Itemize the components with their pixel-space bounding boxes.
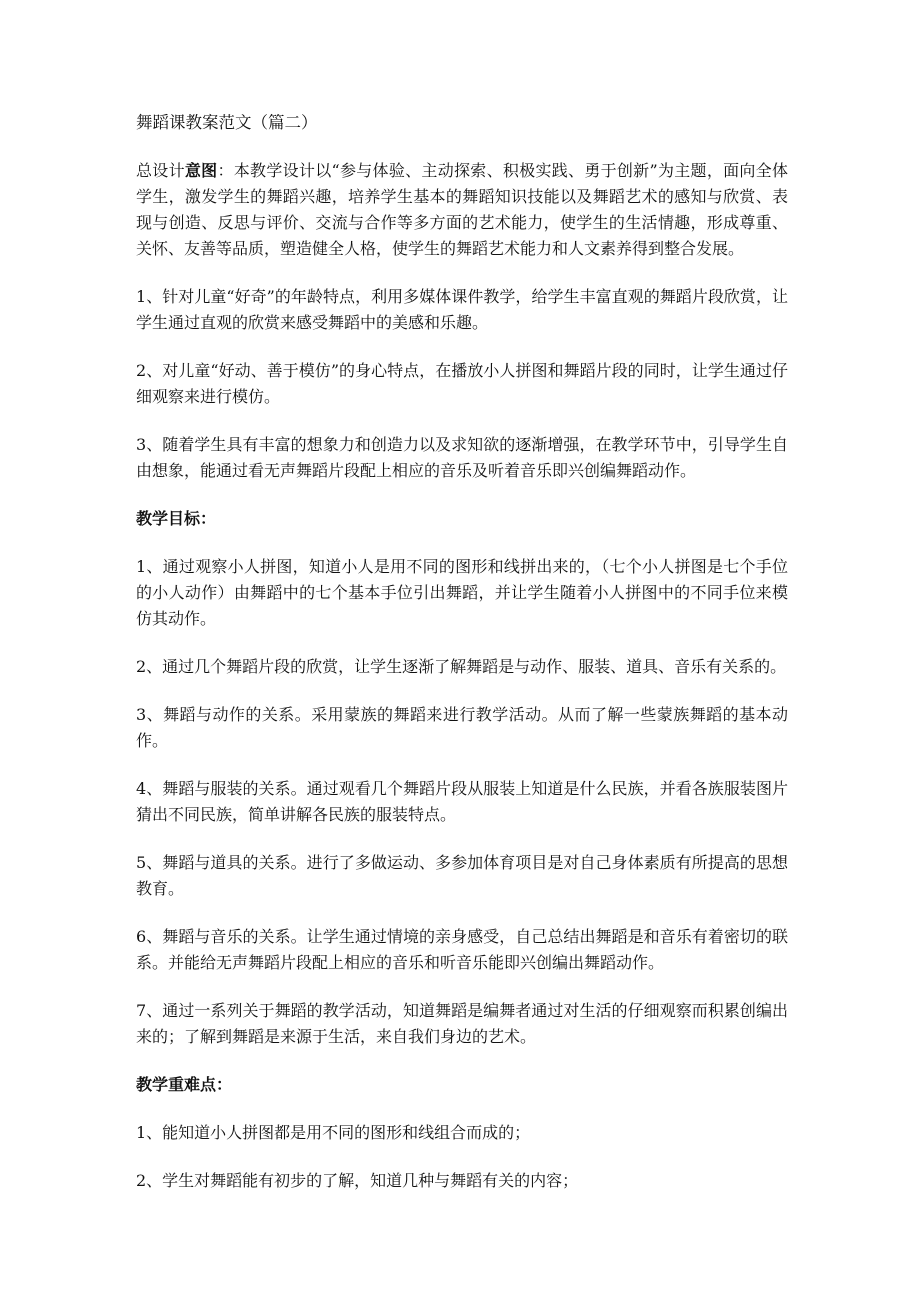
goal-item-6: 6、舞蹈与音乐的关系。让学生通过情境的亲身感受，自己总结出舞蹈是和音乐有着密切的联系。并能给无声舞蹈片段配上相应的音乐和听音乐能即兴创编出舞蹈动作。 [136,927,788,972]
intro-bold-label: 意图 [184,161,218,180]
intro-paragraph [136,158,788,262]
design-point-3: 3、随着学生具有丰富的想象力和创造力以及求知欲的逐渐增强，在教学环节中，引导学生自由想象，能通过看无声舞蹈片段配上相应的音乐及听着音乐即兴创编舞蹈动作。 [136,435,788,480]
difficulties-heading: 教学重难点： [136,1075,233,1094]
difficulty-item-1: 1、能知道小人拼图都是用不同的图形和线组合而成的； [136,1123,531,1142]
design-point-2: 2、对儿童“好动、善于模仿”的身心特点，在播放小人拼图和舞蹈片段的同时，让学生通过仔细观察来进行模仿。 [136,361,788,406]
goals-heading: 教学目标： [136,509,217,528]
intro-prefix: 总设计 [136,161,185,180]
intro-text: ：本教学设计以“参与体验、主动探索、积极实践、勇于创新”为主题，面向全体学生，激发学生的舞蹈兴趣，培养学生基本的舞蹈知识技能以及舞蹈艺术的感知与欣赏、表现与创造、反思与评价、交流与合作等多方面的艺术能力，使学生的生活情趣，形成尊重、关怀、友善等品质，塑造健全人格，使学生的舞蹈艺术能力和人文素养得到整合发展。 [136,161,788,258]
goal-item-2: 2、通过几个舞蹈片段的欣赏，让学生逐渐了解舞蹈是与动作、服装、道具、音乐有关系的。 [136,657,787,676]
goal-item-1: 1、通过观察小人拼图，知道小人是用不同的图形和线拼出来的，（七个小人拼图是七个手位的小人动作）由舞蹈中的七个基本手位引出舞蹈，并让学生随着小人拼图中的不同手位来模仿其动作。 [136,557,788,628]
goal-item-4: 4、舞蹈与服装的关系。通过观看几个舞蹈片段从服装上知道是什么民族，并看各族服装图片猜出不同民族，简单讲解各民族的服装特点。 [136,779,788,824]
goal-item-5: 5、舞蹈与道具的关系。进行了多做运动、多参加体育项目是对自己身体素质有所提高的思想教育。 [136,853,788,898]
goal-item-3: 3、舞蹈与动作的关系。采用蒙族的舞蹈来进行教学活动。从而了解一些蒙族舞蹈的基本动作。 [136,705,788,750]
difficulty-item-2: 2、学生对舞蹈能有初步的了解，知道几种与舞蹈有关的内容； [136,1171,579,1190]
design-point-1: 1、针对儿童“好奇”的年龄特点，利用多媒体课件教学，给学生丰富直观的舞蹈片段欣赏，让学生通过直观的欣赏来感受舞蹈中的美感和乐趣。 [136,287,788,332]
document-content [136,110,788,1216]
document-title: 舞蹈课教案范文（篇二） [136,113,318,132]
goal-item-7: 7、通过一系列关于舞蹈的教学活动，知道舞蹈是编舞者通过对生活的仔细观察而积累创编出来的；了解到舞蹈是来源于生活，来自我们身边的艺术。 [136,1001,788,1046]
